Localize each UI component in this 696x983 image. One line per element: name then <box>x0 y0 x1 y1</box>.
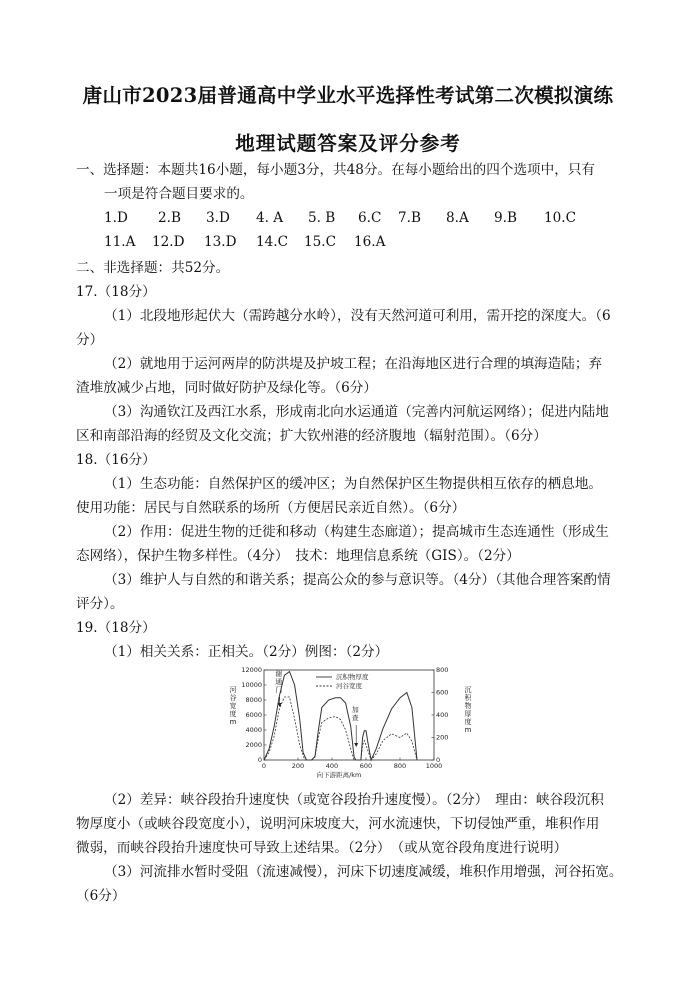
answer-14: 14.C <box>256 234 289 250</box>
answer-8: 8.A <box>446 210 469 226</box>
q19-part3: （3）河流排水暂时受阻（流速减慢），河床下切速度减缓，堆积作用增强，河谷拓宽。 <box>104 864 623 880</box>
q17-part2-cont: 渣堆放减少占地，同时做好防护及绿化等。（6分） <box>76 380 377 396</box>
y-right-tick-label: 600 <box>436 688 449 697</box>
answer-4: 4. A <box>256 210 284 226</box>
y-left-tick-label: 6000 <box>245 711 262 720</box>
answer-1: 1.D <box>104 210 128 226</box>
answer-7: 7.B <box>398 210 421 226</box>
q18-part1: （1）生态功能：自然保护区的缓冲区；为自然保护区生物提供相互依存的栖息地。 <box>104 476 603 492</box>
answer-10: 10.C <box>544 210 577 226</box>
q17-part2: （2）就地用于运河两岸的防洪堤及护坡工程；在沿海地区进行合理的填海造陆；弃 <box>104 356 603 372</box>
y-left-axis-label: 度 <box>229 710 237 718</box>
annotation-label: 门 <box>275 686 283 694</box>
q19-part2: （2）差异：峡谷段抬升速度快（或宽谷段抬升速度慢）。（2分） 理由：峡谷段沉积 <box>104 792 604 808</box>
q17-part1-cont: 分） <box>76 332 104 348</box>
y-left-tick-label: 4000 <box>245 726 262 735</box>
answer-9: 9.B <box>494 210 517 226</box>
y-right-axis-label: m <box>464 726 472 734</box>
x-tick-label: 0 <box>261 762 267 770</box>
q19-part1: （1）相关关系：正相关。（2分）例图：（2分） <box>104 644 389 660</box>
y-right-tick-label: 0 <box>436 756 441 765</box>
q19-part3-cont: （6分） <box>76 888 126 904</box>
q19-part2-cont2: 微弱，而峡谷段抬升速度快可导致上述结果。（2分） （或从宽谷段角度进行说明） <box>76 840 568 856</box>
answer-15: 15.C <box>304 234 337 250</box>
q18-part2: （2）作用：促进生物的迁徙和移动（构建生态廊道）；提高城市生态连通性（形成生 <box>104 524 609 540</box>
legend-label: 河谷宽度 <box>336 682 362 691</box>
section1-heading-cont: 一项是符合题目要求的。 <box>104 186 254 202</box>
q19-heading: 19.（18分） <box>76 620 156 636</box>
x-tick-label: 800 <box>393 762 407 770</box>
y-right-axis-label: 厚 <box>464 710 472 718</box>
y-left-axis-label: 谷 <box>229 694 237 702</box>
y-right-axis-label: 积 <box>464 694 472 702</box>
document-title: 唐山市2023届普通高中学业水平选择性考试第二次模拟演练 <box>82 84 614 107</box>
legend-label: 沉积物厚度 <box>336 673 369 682</box>
annotation-label: 加 <box>351 706 359 714</box>
y-left-tick-label: 10000 <box>241 681 262 690</box>
y-left-tick-label: 8000 <box>245 696 262 705</box>
answer-3: 3.D <box>206 210 230 226</box>
y-left-axis-label: m <box>229 718 237 726</box>
x-tick-label: 1000 <box>425 762 443 770</box>
q17-part3-cont: 区和南部沿海的经贸及文化交流；扩大钦州港的经济腹地（辐射范围）。（6分） <box>76 428 547 444</box>
y-right-tick-label: 400 <box>436 711 449 720</box>
section2-heading: 二、非选择题：共52分。 <box>76 260 230 276</box>
answer-11: 11.A <box>104 234 136 250</box>
q17-part1: （1）北段地形起伏大（需跨越分水岭），没有天然河道可利用，需开挖的深度大。（6 <box>104 308 611 324</box>
y-right-axis-label: 沉 <box>464 686 472 694</box>
q18-heading: 18.（16分） <box>76 452 156 468</box>
annotation-arrowhead <box>354 743 358 747</box>
q18-part3-cont: 评分）。 <box>76 596 124 612</box>
q17-part3: （3）沟通钦江及西江水系，形成南北向水运通道（完善内河航运网络）；促进内陆地 <box>104 404 609 420</box>
q19-part2-cont1: 物厚度小（或峡谷段宽度小），说明河床坡度大，河水流速快，下切侵蚀严重，堆积作用 <box>76 816 600 832</box>
answer-13: 13.D <box>204 234 237 250</box>
x-tick-label: 600 <box>359 762 373 770</box>
answer-16: 16.A <box>354 234 386 250</box>
q18-part3: （3）维护人与自然的和谐关系；提高公众的参与意识等。（4分）（其他合理答案酌情 <box>104 572 611 588</box>
y-left-tick-label: 2000 <box>245 741 262 750</box>
y-right-axis-label: 度 <box>464 718 472 726</box>
answer-6: 6.C <box>358 210 382 226</box>
river-profile-chart <box>226 660 476 784</box>
x-axis-label: 向下游距离/km <box>316 771 362 779</box>
x-tick-label: 200 <box>291 762 305 770</box>
annotation-label: 查 <box>351 714 359 722</box>
y-left-tick-label: 0 <box>257 756 262 765</box>
annotation-label: 通 <box>275 678 283 686</box>
y-left-axis-label: 河 <box>229 686 237 694</box>
y-left-axis-label: 宽 <box>229 702 237 710</box>
section1-heading: 一、选择题：本题共16小题，每小题3分，共48分。在每小题给出的四个选项中，只有 <box>76 162 596 178</box>
x-tick-label: 400 <box>325 762 339 770</box>
answer-5: 5. B <box>308 210 336 226</box>
answer-12: 12.D <box>152 234 185 250</box>
y-right-axis-label: 物 <box>464 702 472 710</box>
annotation-label: 谢 <box>275 670 283 678</box>
y-right-tick-label: 800 <box>436 666 449 675</box>
answer-2: 2.B <box>158 210 181 226</box>
y-left-tick-label: 12000 <box>241 666 262 675</box>
y-right-tick-label: 200 <box>436 733 449 742</box>
q18-part2-cont: 态网络），保护生物多样性。（4分） 技术：地理信息系统（GIS）。（2分） <box>76 548 520 564</box>
q18-part1-cont: 使用功能：居民与自然联系的场所（方便居民亲近自然）。（6分） <box>76 500 466 516</box>
q17-heading: 17.（18分） <box>76 284 156 300</box>
document-subtitle: 地理试题答案及评分参考 <box>235 132 461 155</box>
